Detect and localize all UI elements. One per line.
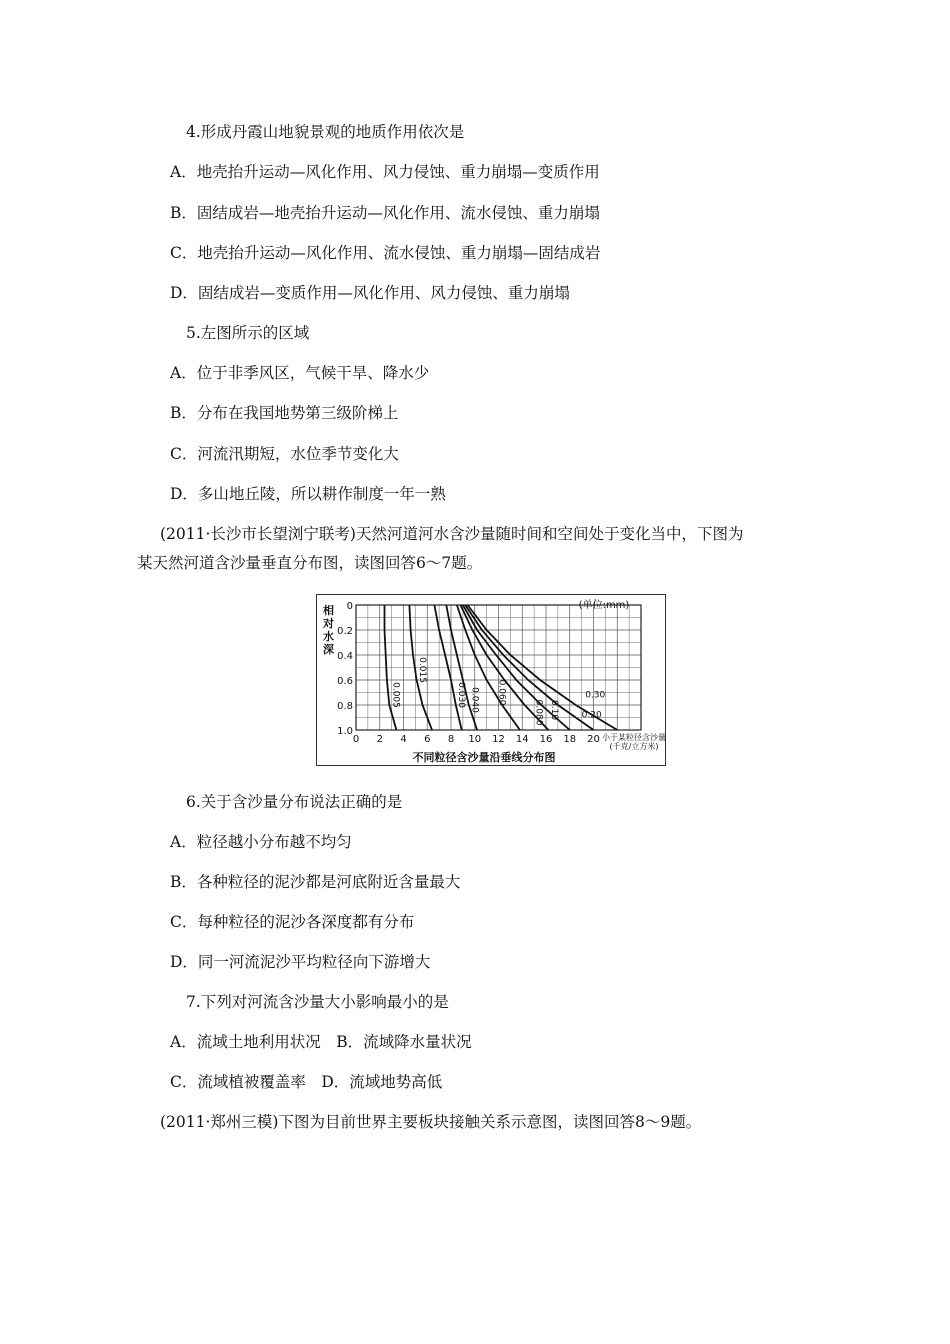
q5-option-d: D．多山地丘陵，所以耕作制度一年一熟 xyxy=(170,485,446,503)
x-tick-label: 2 xyxy=(376,734,383,745)
chart-xunit: (千克/立方米) xyxy=(609,742,659,751)
y-tick-label: 0.6 xyxy=(337,676,353,687)
q7-options-ab: A．流域土地利用状况 B．流域降水量状况 xyxy=(170,1033,472,1051)
q5-option-a: A．位于非季风区，气候干旱、降水少 xyxy=(170,364,430,382)
q7-options-cd: C．流域植被覆盖率 D．流域地势高低 xyxy=(170,1073,443,1091)
q4-option-d: D．固结成岩—变质作用—风化作用、风力侵蚀、重力崩塌 xyxy=(170,284,570,302)
series-label-0.005: 0.005 xyxy=(390,682,401,708)
q6-option-d: D．同一河流泥沙平均粒径向下游增大 xyxy=(170,953,431,971)
q5-option-c: C．河流汛期短，水位季节变化大 xyxy=(170,445,399,463)
x-tick-label: 18 xyxy=(563,734,577,745)
q5-stem: 5.左图所示的区域 xyxy=(186,324,310,342)
sediment-chart xyxy=(316,594,666,766)
chart-title: 不同粒径含沙量沿垂线分布图 xyxy=(412,751,556,764)
series-label-0.030: 0.030 xyxy=(455,682,466,708)
x-tick-label: 6 xyxy=(424,734,431,745)
intro-paragraph-1: (2011·长沙市长望浏宁联考)天然河道河水含沙量随时间和空间处于变化当中，下图为 xyxy=(160,525,744,543)
q4-option-b: B．固结成岩—地壳抬升运动—风化作用、流水侵蚀、重力崩塌 xyxy=(170,204,600,222)
chart-xlabel: 小于某粒径含沙量 xyxy=(602,733,666,742)
series-label-0.10: 0.10 xyxy=(548,700,559,721)
q6-option-c: C．每种粒径的泥沙各深度都有分布 xyxy=(170,913,415,931)
q6-option-b: B．各种粒径的泥沙都是河底附近含量最大 xyxy=(170,873,461,891)
series-label-0.040: 0.040 xyxy=(469,687,480,713)
intro-paragraph-2: (2011·郑州三模)下图为目前世界主要板块接触关系示意图，读图回答8～9题。 xyxy=(160,1113,702,1131)
q6-stem: 6.关于含沙量分布说法正确的是 xyxy=(186,793,403,811)
series-label-0.20: 0.20 xyxy=(581,710,602,721)
chart-ylabel: 相对水深 xyxy=(323,604,334,656)
y-tick-label: 0.4 xyxy=(337,651,353,662)
series-label-0.060: 0.060 xyxy=(496,679,507,706)
x-tick-label: 14 xyxy=(515,734,529,745)
q4-option-c: C．地壳抬升运动—风化作用、流水侵蚀、重力崩塌—固结成岩 xyxy=(170,244,601,262)
q4-stem: 4.形成丹霞山地貌景观的地质作用依次是 xyxy=(186,123,465,141)
q4-option-a: A．地壳抬升运动—风化作用、风力侵蚀、重力崩塌—变质作用 xyxy=(170,163,600,181)
intro-paragraph-1-cont: 某天然河道含沙量垂直分布图，读图回答6～7题。 xyxy=(137,554,483,572)
chart-unit-note: (单位:mm) xyxy=(578,600,630,611)
q5-option-b: B．分布在我国地势第三级阶梯上 xyxy=(170,404,399,422)
series-label-0.30: 0.30 xyxy=(585,690,606,701)
x-tick-label: 4 xyxy=(400,734,407,745)
series-label-0.080: 0.080 xyxy=(533,699,544,726)
x-tick-label: 12 xyxy=(492,734,505,745)
y-tick-label: 0.2 xyxy=(337,626,353,637)
q6-option-a: A．粒径越小分布越不均匀 xyxy=(170,833,352,851)
y-tick-label: 0 xyxy=(346,601,353,612)
x-tick-label: 20 xyxy=(587,734,600,745)
q7-stem: 7.下列对河流含沙量大小影响最小的是 xyxy=(186,993,449,1011)
x-tick-label: 0 xyxy=(352,734,360,745)
y-tick-label: 0.8 xyxy=(337,701,353,712)
x-tick-label: 8 xyxy=(447,734,455,745)
x-tick-label: 10 xyxy=(468,734,482,745)
series-label-0.015: 0.015 xyxy=(417,657,428,683)
x-tick-label: 16 xyxy=(539,734,553,745)
y-tick-label: 1.0 xyxy=(337,726,353,737)
